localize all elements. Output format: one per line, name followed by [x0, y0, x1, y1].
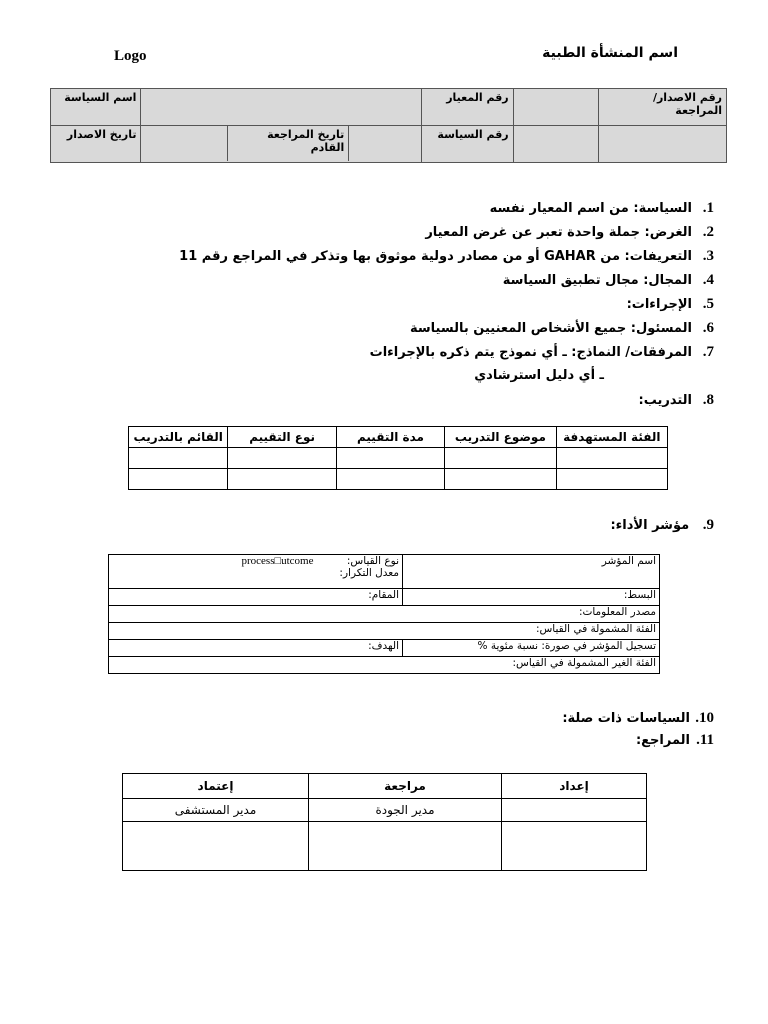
section-item: 6.المسئول: جميع الأشخاص المعنيين بالسياسة	[410, 320, 714, 336]
kpi-target: الهدف:	[109, 640, 403, 657]
col-training-topic: موضوع التدريب	[445, 427, 556, 448]
issue-date-label: تاريخ الاصدار	[51, 126, 141, 163]
reviewed-header: مراجعة	[309, 774, 502, 799]
section-item: 8.التدريب:	[638, 392, 714, 408]
section-item: 3.التعريفات: من GAHAR أو من مصادر دولية موثوق بها وتذكر في المراجع رقم 11	[179, 248, 714, 264]
kpi-denominator: المقام:	[109, 589, 403, 606]
table-row	[129, 469, 668, 490]
signoff-table	[122, 773, 647, 871]
policy-name-value	[141, 89, 422, 126]
kpi-numerator: البسط:	[403, 589, 660, 606]
approved-header: إعتماد	[123, 774, 309, 799]
policy-no-value	[513, 126, 598, 163]
standard-no-label: رقم المعيار	[422, 89, 513, 126]
reviewer-name: مدير الجودة	[309, 799, 502, 822]
section-subitem: ـ أي دليل استرشادي	[474, 368, 604, 383]
col-eval-duration: مدة التقييم	[336, 427, 444, 448]
kpi-excluded: الفئة الغير المشمولة في القياس:	[109, 657, 660, 674]
measure-options: process□utcome	[241, 555, 314, 567]
approver-name: مدير المستشفى	[123, 799, 309, 822]
section-item: 4.المجال: مجال تطبيق السياسة	[502, 272, 714, 288]
version-no-label: رقم الاصدار/ المراجعة	[599, 89, 727, 126]
issue-date-value	[141, 126, 422, 163]
kpi-data-source: مصدر المعلومات:	[109, 606, 660, 623]
policy-no-label: رقم السياسة	[422, 126, 513, 163]
col-target-group: الفئة المستهدفة	[556, 427, 667, 448]
facility-name: اسم المنشأة الطبية	[542, 45, 678, 61]
kpi-table	[108, 554, 660, 674]
kpi-included: الفئة المشمولة في القياس:	[109, 623, 660, 640]
table-row	[129, 448, 668, 469]
standard-no-value	[513, 89, 598, 126]
kpi-format: تسجيل المؤشر في صورة: نسبة مئوية %	[403, 640, 660, 657]
version-no-value	[599, 126, 727, 163]
section-item: 11.المراجع:	[635, 732, 714, 748]
kpi-measure-cell: نوع القياس: process□utcome معدل التكرار:	[109, 555, 403, 589]
next-review-label: تاريخ المراجعة القادم	[267, 128, 345, 154]
kpi-frequency: معدل التكرار:	[339, 567, 399, 579]
closing-sections	[414, 708, 714, 752]
section-item: 1.السياسة: من اسم المعيار نفسه	[489, 200, 714, 216]
training-table	[128, 426, 668, 490]
logo-placeholder: Logo	[114, 48, 147, 64]
preparer-signature	[502, 822, 647, 871]
section-item: 7.المرفقات/ النماذج: ـ أي نموذج يتم ذكره بالإجراءات	[369, 344, 714, 360]
section-item: 10.السياسات ذات صلة:	[562, 710, 714, 726]
policy-name-label: اسم السياسة	[51, 89, 141, 126]
section-item: 2.الغرض: جملة واحدة تعبر عن غرض المعيار	[425, 224, 714, 240]
preparer-name	[502, 799, 647, 822]
kpi-indicator-name: اسم المؤشر	[403, 555, 660, 589]
policy-header-table	[50, 88, 727, 163]
reviewer-signature	[309, 822, 502, 871]
kpi-heading: 9. مؤشر الأداء:	[610, 517, 714, 533]
col-trainer: القائم بالتدريب	[129, 427, 228, 448]
policy-sections	[154, 198, 714, 414]
col-eval-type: نوع التقييم	[228, 427, 336, 448]
section-item: 5.الإجراءات:	[626, 296, 714, 312]
approver-signature	[123, 822, 309, 871]
prepared-header: إعداد	[502, 774, 647, 799]
